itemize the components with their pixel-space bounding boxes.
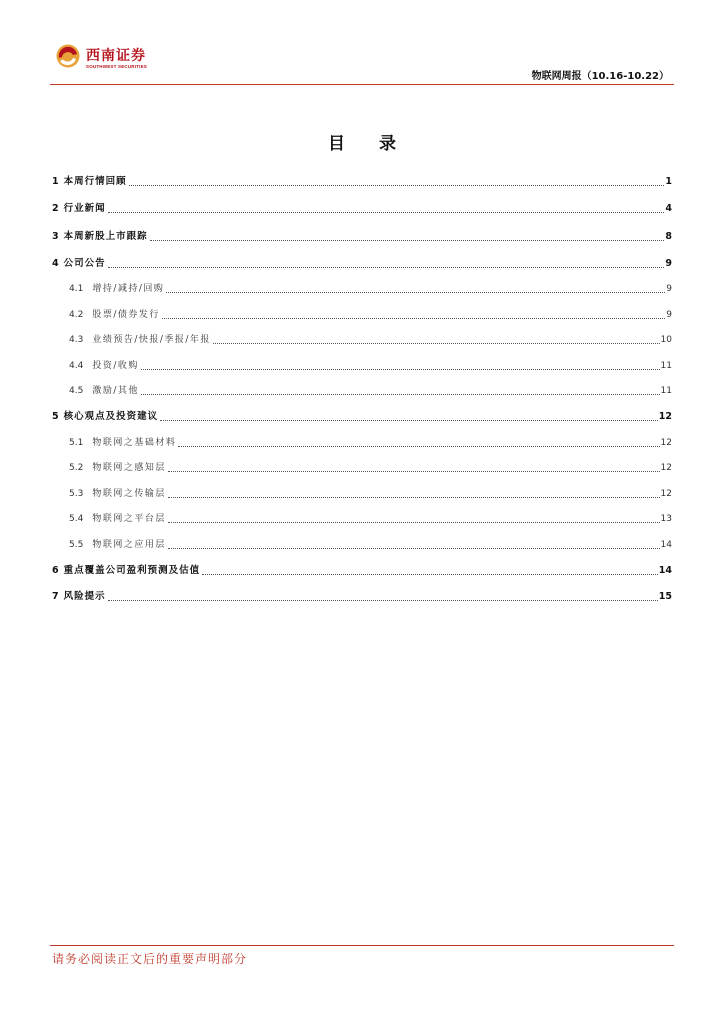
toc-entry-number: 5 — [52, 411, 59, 422]
toc-entry-number: 5.4 — [69, 514, 84, 524]
toc-dot-leader — [178, 445, 659, 447]
toc-entry[interactable] — [52, 250, 672, 270]
toc-entry-number: 4.4 — [69, 361, 84, 371]
toc-entry[interactable] — [52, 326, 672, 346]
toc-entry[interactable] — [52, 195, 672, 215]
toc-entry-label: 物联网之传输层 — [92, 489, 166, 499]
toc-entry-label: 物联网之平台层 — [92, 514, 166, 524]
toc-entry-label: 股票/债券发行 — [92, 310, 160, 320]
toc-dot-leader — [108, 266, 665, 268]
toc-dot-leader — [108, 211, 665, 213]
footer-divider — [50, 945, 674, 946]
toc-entry-page: 4 — [665, 203, 672, 214]
toc-entry-number: 5.3 — [69, 489, 84, 499]
toc-entry[interactable] — [52, 583, 672, 603]
toc-entry-page: 11 — [660, 361, 672, 371]
toc-dot-leader — [160, 419, 658, 421]
toc-entry[interactable] — [52, 301, 672, 321]
toc-dot-leader — [166, 291, 665, 293]
toc-heading: 目 录 — [328, 134, 410, 154]
logo-chinese-name: 西南证券 — [86, 48, 146, 64]
toc-entry-number: 7 — [52, 591, 59, 602]
toc-entry-label: 投资/收购 — [92, 361, 139, 371]
toc-entry-label: 增持/减持/回购 — [92, 284, 165, 294]
toc-dot-leader — [168, 521, 660, 523]
toc-entry-number: 2 — [52, 203, 59, 214]
toc-entry[interactable] — [52, 480, 672, 500]
toc-entry[interactable] — [52, 557, 672, 577]
toc-entry-number: 5.5 — [69, 540, 84, 550]
toc-entry-page: 12 — [660, 438, 672, 448]
toc-entry-page: 12 — [660, 489, 672, 499]
toc-entry-page: 14 — [658, 565, 672, 576]
toc-entry[interactable] — [52, 531, 672, 551]
toc-entry-page: 15 — [658, 591, 672, 602]
toc-entry-number: 4.3 — [69, 335, 84, 345]
toc-entry-label: 物联网之感知层 — [92, 463, 166, 473]
toc-entry-number: 3 — [52, 231, 59, 242]
toc-entry[interactable] — [52, 168, 672, 188]
toc-dot-leader — [168, 496, 660, 498]
toc-entry-page: 9 — [666, 284, 672, 294]
toc-dot-leader — [168, 547, 660, 549]
logo-english-name: SOUTHWEST SECURITIES — [86, 64, 148, 69]
toc-entry[interactable] — [52, 403, 672, 423]
toc-entry-page: 8 — [665, 231, 672, 242]
toc-dot-leader — [168, 470, 660, 472]
toc-entry[interactable] — [52, 505, 672, 525]
company-logo — [56, 44, 166, 76]
toc-entry-number: 4 — [52, 258, 59, 269]
footer-disclaimer: 请务必阅读正文后的重要声明部分 — [52, 952, 248, 966]
toc-entry[interactable] — [52, 377, 672, 397]
toc-entry-number: 1 — [52, 176, 59, 187]
toc-dot-leader — [141, 368, 660, 370]
toc-entry-label: 业绩预告/快报/季报/年报 — [92, 335, 211, 345]
toc-entry-page: 13 — [660, 514, 672, 524]
toc-dot-leader — [141, 393, 660, 395]
toc-entry-number: 5.2 — [69, 463, 84, 473]
toc-entry-number: 4.2 — [69, 310, 84, 320]
toc-entry-label: 重点覆盖公司盈利预测及估值 — [63, 565, 201, 576]
toc-dot-leader — [150, 239, 665, 241]
toc-entry-label: 风险提示 — [63, 591, 106, 602]
toc-entry-label: 公司公告 — [63, 258, 106, 269]
toc-entry-label: 物联网之基础材料 — [92, 438, 177, 448]
southwest-securities-logo-icon — [56, 44, 80, 68]
toc-entry-page: 9 — [666, 310, 672, 320]
toc-entry[interactable] — [52, 429, 672, 449]
toc-entry-page: 9 — [665, 258, 672, 269]
toc-entry-label: 物联网之应用层 — [92, 540, 166, 550]
toc-entry-number: 6 — [52, 565, 59, 576]
toc-entry[interactable] — [52, 454, 672, 474]
toc-entry-page: 10 — [660, 335, 672, 345]
toc-entry[interactable] — [52, 352, 672, 372]
report-title: 物联网周报（10.16-10.22） — [531, 71, 669, 82]
header-divider — [50, 84, 674, 85]
toc-dot-leader — [129, 184, 665, 186]
toc-dot-leader — [202, 573, 658, 575]
toc-dot-leader — [162, 317, 665, 319]
toc-dot-leader — [108, 599, 658, 601]
toc-entry-number: 4.5 — [69, 386, 84, 396]
toc-entry-number: 4.1 — [69, 284, 84, 294]
toc-entry[interactable] — [52, 223, 672, 243]
toc-dot-leader — [213, 342, 660, 344]
toc-entry-label: 本周行情回顾 — [63, 176, 127, 187]
toc-entry-label: 核心观点及投资建议 — [63, 411, 159, 422]
toc-entry-page: 14 — [660, 540, 672, 550]
toc-entry-label: 行业新闻 — [63, 203, 106, 214]
toc-entry[interactable] — [52, 275, 672, 295]
toc-entry-page: 12 — [658, 411, 672, 422]
toc-entry-label: 激励/其他 — [92, 386, 139, 396]
toc-entry-page: 1 — [665, 176, 672, 187]
toc-entry-page: 12 — [660, 463, 672, 473]
toc-entry-label: 本周新股上市跟踪 — [63, 231, 148, 242]
toc-entry-number: 5.1 — [69, 438, 84, 448]
toc-entry-page: 11 — [660, 386, 672, 396]
